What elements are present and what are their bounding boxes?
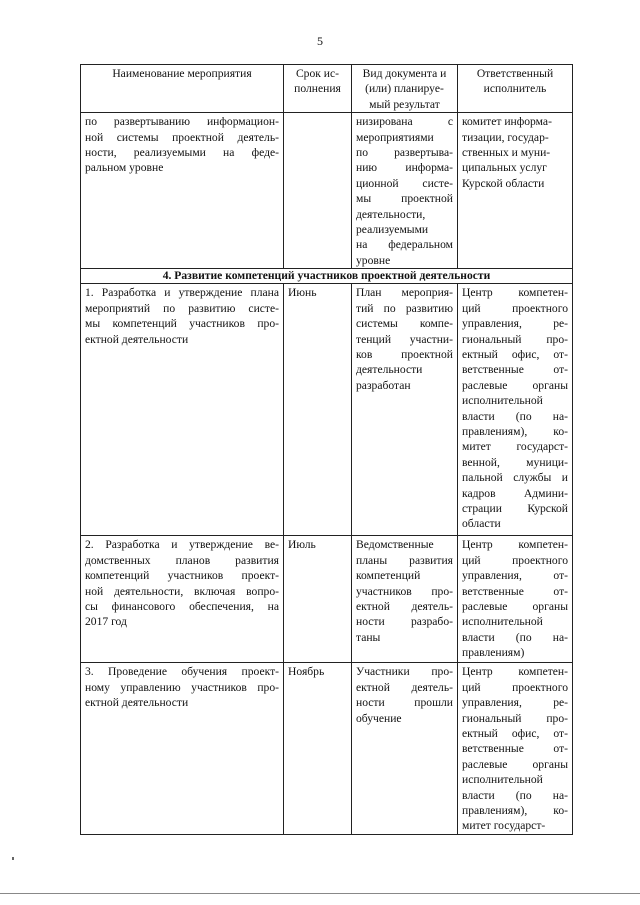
cell-line: ций проектного bbox=[462, 680, 568, 694]
cell-line: кадров Админи- bbox=[462, 486, 568, 500]
cell-result bbox=[352, 284, 458, 536]
cell-line: управления, ре- bbox=[462, 696, 568, 710]
section-4-title: 4. Развитие компетенций участников проектной деятельности bbox=[81, 269, 573, 284]
cell-line: страции Курской bbox=[462, 501, 568, 515]
cell-line: мероприятий по развитию систе- bbox=[85, 301, 279, 315]
cell-line: Ответственный bbox=[476, 67, 554, 80]
cell-line: правлениям) bbox=[462, 646, 525, 660]
cell-line: низирована с bbox=[356, 115, 453, 129]
cell-line: венной, муници- bbox=[462, 455, 568, 469]
cell-line: домственных планов развития bbox=[85, 553, 279, 567]
table-row bbox=[81, 113, 573, 269]
cell-line: по развертыва- bbox=[356, 146, 453, 160]
cell-line: 3. Проведение обучения проект- bbox=[85, 665, 279, 679]
cell-line: (или) планируе- bbox=[365, 82, 444, 96]
cell-line: митет государст- bbox=[462, 819, 546, 833]
cell-deadline bbox=[284, 284, 352, 536]
cell-line: комитет информа- bbox=[462, 115, 552, 129]
cell-line: ектный офис, от- bbox=[462, 347, 568, 361]
cell-line: ветственные от- bbox=[462, 742, 568, 756]
cell-name bbox=[81, 663, 284, 834]
page-number: 5 bbox=[317, 34, 323, 48]
cell-line: митет государст- bbox=[462, 440, 568, 454]
cell-line: ципальных услуг bbox=[462, 161, 547, 175]
cell-name bbox=[81, 536, 284, 663]
cell-line: правлениям), ко- bbox=[462, 424, 568, 438]
cell-responsible bbox=[458, 663, 573, 834]
cell-line: власти (по на- bbox=[462, 409, 568, 423]
cell-line: ветственные от- bbox=[462, 363, 568, 377]
table-header-row bbox=[81, 65, 573, 113]
cell-line: мы компетенций участников про- bbox=[85, 317, 279, 331]
cell-line: мый результат bbox=[369, 97, 440, 111]
cell-line: ционной систе- bbox=[356, 176, 453, 190]
cell-line: ектной деятель- bbox=[356, 599, 453, 613]
cell-line: нию информа- bbox=[356, 161, 453, 175]
cell-line: Июль bbox=[288, 538, 316, 552]
cell-line: ектной деятельности bbox=[85, 696, 189, 710]
cell-line: обучение bbox=[356, 711, 402, 725]
cell-line: компетенций bbox=[356, 569, 421, 583]
cell-line: ности прошли bbox=[356, 696, 453, 710]
cell-line: ектной деятельности bbox=[85, 332, 189, 346]
plan-table bbox=[80, 64, 573, 835]
cell-line: ности, реализуемыми на феде- bbox=[85, 146, 279, 160]
cell-line: Ведомственные bbox=[356, 538, 434, 552]
cell-line: уровне bbox=[356, 253, 391, 267]
cell-name bbox=[81, 284, 284, 536]
cell-line: власти (по на- bbox=[462, 630, 568, 644]
cell-line: Центр компетен- bbox=[462, 286, 568, 300]
cell-line: исполнитель bbox=[483, 82, 547, 96]
cell-line: раслевые органы bbox=[462, 599, 568, 613]
cell-line: ветственные от- bbox=[462, 584, 568, 598]
cell-line: области bbox=[462, 517, 501, 531]
cell-responsible bbox=[458, 284, 573, 536]
cell-line: по развертыванию информацион- bbox=[85, 115, 279, 129]
cell-line: на федеральном bbox=[356, 238, 453, 252]
cell-line: компетенций участников проект- bbox=[85, 569, 279, 583]
cell-line: ектной деятель- bbox=[356, 680, 453, 694]
cell-line: План мероприя- bbox=[356, 286, 453, 300]
cell-line: исполнительной bbox=[462, 773, 543, 787]
cell-line: ков проектной bbox=[356, 347, 453, 361]
cell-line: полнения bbox=[294, 82, 341, 96]
table-row bbox=[81, 536, 573, 663]
cell-deadline bbox=[284, 536, 352, 663]
cell-line: мероприятиями bbox=[356, 130, 434, 144]
cell-line: тизации, государ- bbox=[462, 130, 549, 144]
cell-line: разработан bbox=[356, 378, 411, 392]
header-deadline bbox=[284, 65, 352, 113]
cell-line: управления, ре- bbox=[462, 317, 568, 331]
cell-line: ной деятельности, включая вопро- bbox=[85, 584, 279, 598]
table-row bbox=[81, 284, 573, 536]
cell-line: Центр компетен- bbox=[462, 665, 568, 679]
cell-line: ций проектного bbox=[462, 553, 568, 567]
scan-speck bbox=[12, 857, 14, 860]
cell-line: ектный офис, от- bbox=[462, 726, 568, 740]
cell-line: Ноябрь bbox=[288, 665, 325, 679]
cell-line: Курской области bbox=[462, 176, 545, 190]
cell-line: таны bbox=[356, 630, 381, 644]
cell-line: сы финансового обеспечения, на bbox=[85, 599, 279, 613]
cell-line: исполнительной bbox=[462, 394, 543, 408]
cell-line: 2017 год bbox=[85, 615, 127, 629]
cell-line: ральном уровне bbox=[85, 161, 164, 175]
cell-deadline bbox=[284, 113, 352, 269]
cell-line: управления, от- bbox=[462, 569, 568, 583]
cell-line: ному управлению участников про- bbox=[85, 680, 279, 694]
cell-line: раслевые органы bbox=[462, 757, 568, 771]
section-heading-row bbox=[81, 269, 573, 284]
cell-line: планы развития bbox=[356, 553, 453, 567]
cell-line: исполнительной bbox=[462, 615, 543, 629]
cell-line: Срок ис- bbox=[295, 67, 340, 80]
cell-line: системы компе- bbox=[356, 317, 453, 331]
cell-line: правлениям), ко- bbox=[462, 803, 568, 817]
cell-name bbox=[81, 113, 284, 269]
cell-line: ций проектного bbox=[462, 301, 568, 315]
cell-line: ственных и муни- bbox=[462, 146, 551, 160]
cell-line: гиональный про- bbox=[462, 332, 568, 346]
cell-line: 2. Разработка и утверждение ве- bbox=[85, 538, 279, 552]
cell-line: участников про- bbox=[356, 584, 453, 598]
cell-line: Наименование мероприятия bbox=[112, 67, 252, 80]
cell-line: деятельности bbox=[356, 363, 423, 377]
cell-result bbox=[352, 663, 458, 834]
cell-deadline bbox=[284, 663, 352, 834]
cell-line: тенций участни- bbox=[356, 332, 453, 346]
header-responsible bbox=[458, 65, 573, 113]
cell-line: ности разрабо- bbox=[356, 615, 453, 629]
table-row bbox=[81, 663, 573, 834]
cell-result bbox=[352, 536, 458, 663]
cell-line: Центр компетен- bbox=[462, 538, 568, 552]
cell-line: раслевые органы bbox=[462, 378, 568, 392]
header-result bbox=[352, 65, 458, 113]
cell-line: деятельности, bbox=[356, 207, 426, 221]
cell-line: гиональный про- bbox=[462, 711, 568, 725]
page-bottom-edge bbox=[0, 893, 640, 894]
cell-line: пальной службы и bbox=[462, 471, 568, 485]
cell-line: реализуемыми bbox=[356, 223, 429, 237]
cell-line: Июнь bbox=[288, 286, 317, 300]
cell-line: Участники про- bbox=[356, 665, 453, 679]
header-name bbox=[81, 65, 284, 113]
cell-line: мы проектной bbox=[356, 192, 453, 206]
cell-line: тий по развитию bbox=[356, 301, 453, 315]
cell-line: власти (по на- bbox=[462, 788, 568, 802]
cell-line: Вид документа и bbox=[362, 67, 447, 80]
cell-responsible bbox=[458, 536, 573, 663]
cell-line: 1. Разработка и утверждение плана bbox=[85, 286, 279, 300]
cell-responsible bbox=[458, 113, 573, 269]
cell-line: ной системы проектной деятель- bbox=[85, 130, 279, 144]
cell-result bbox=[352, 113, 458, 269]
